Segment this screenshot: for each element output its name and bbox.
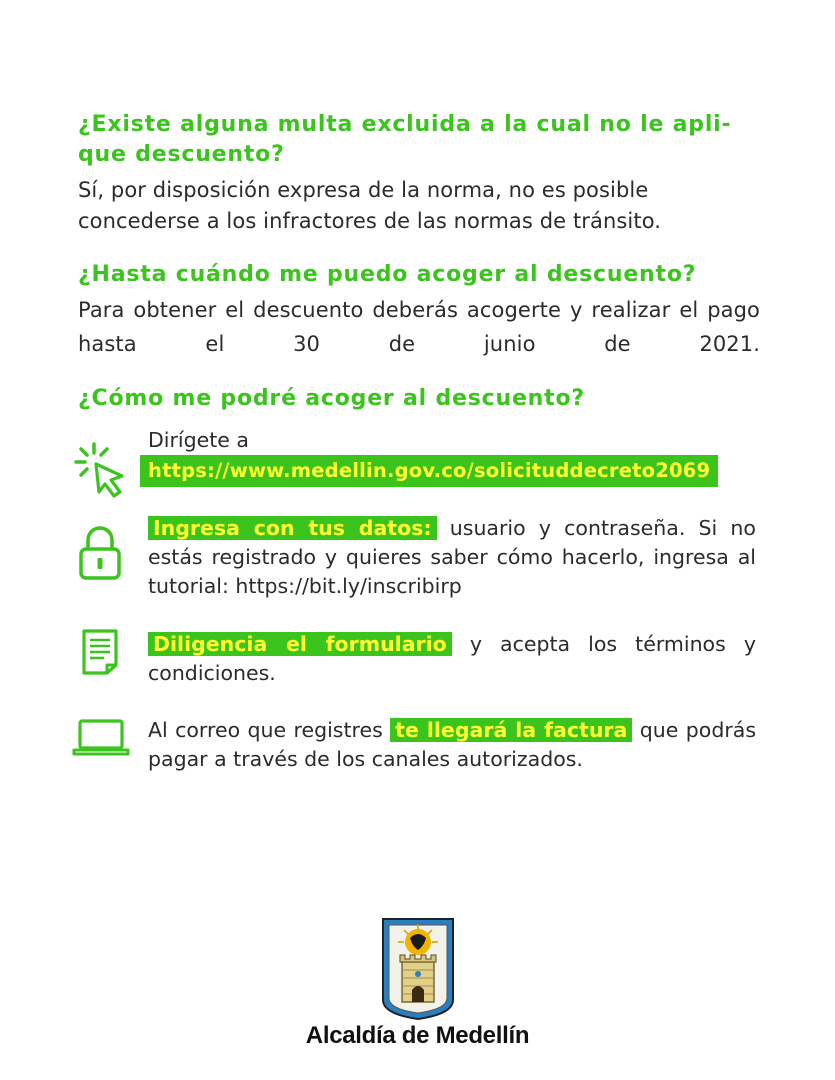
step-3-highlight: Diligencia el formulario <box>148 632 452 656</box>
step-2-highlight: Ingresa con tus datos: <box>148 516 437 540</box>
faq-answer-1: Sí, por disposición expresa de la norma, no es posible concederse a los infractores de las normas de tránsito. <box>78 178 662 233</box>
step-4-body-before: Al correo que registres <box>148 718 383 742</box>
medellin-url-link[interactable]: https://www.medellin.gov.co/solicituddecreto2069 <box>140 455 718 487</box>
step-3-body: y acepta los términos y condiciones. <box>148 632 756 685</box>
step-1-label: Dirígete a <box>148 428 249 452</box>
padlock-icon <box>78 525 122 581</box>
faq-question-1: ¿Existe alguna multa excluida a la cual no le apli- que descuento? <box>78 112 732 167</box>
step-4-body-after: que podrás pagar a través de los canales autorizados. <box>148 718 757 771</box>
faq-question-3: ¿Cómo me podré acoger al descuento? <box>78 386 585 411</box>
laptop-icon <box>72 718 130 758</box>
step-3-text <box>148 630 756 688</box>
cursor-click-icon <box>72 440 130 500</box>
footer-name: Alcaldía de Medellín <box>305 1022 530 1049</box>
step-1-text <box>148 426 756 487</box>
step-4-highlight: te llegará la factura <box>390 718 632 742</box>
coat-of-arms-icon <box>380 916 456 1020</box>
faq-answer-2: Para obtener el descuento deberás acogerte y realizar el pago hasta el 30 de junio de 2021. <box>78 298 760 356</box>
faq-question-2: ¿Hasta cuándo me puedo acoger al descuento? <box>78 262 697 287</box>
step-4-text <box>148 716 756 774</box>
step-2-body: usuario y contraseña. Si no estás registrado y quieres saber cómo hacerlo, ingresa al tutorial: https://bit.ly/inscribirp <box>148 516 756 598</box>
step-2-text <box>148 514 756 601</box>
document-form-icon <box>80 628 120 676</box>
